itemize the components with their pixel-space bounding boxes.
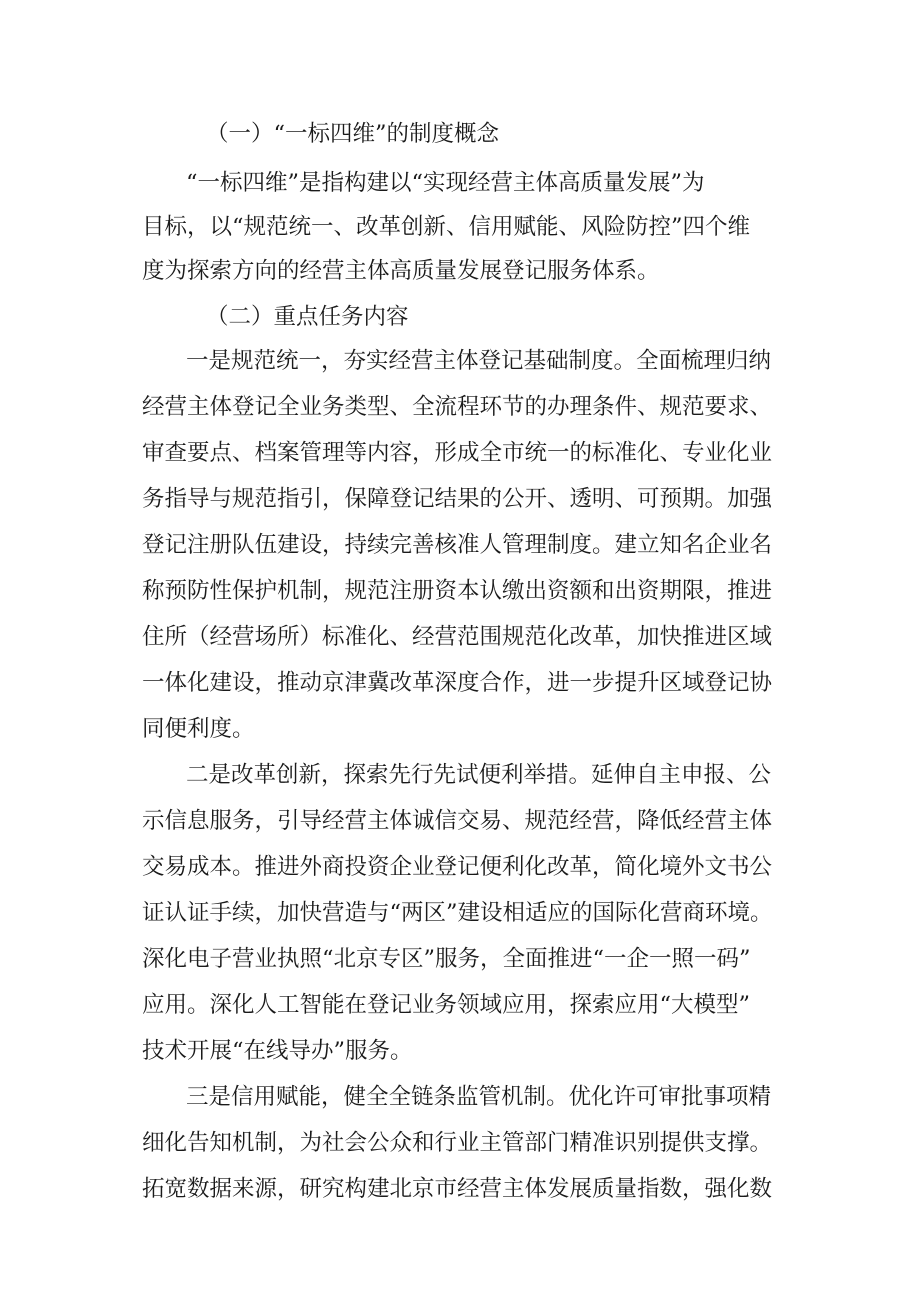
paragraph-line: 务指导与规范指引，保障登记结果的公开、透明、可预期。加强 <box>142 486 773 512</box>
paragraph-line: 深化电子营业执照“北京专区”服务，全面推进“一企一照一码” <box>142 946 751 972</box>
paragraph-line: “一标四维”是指构建以“实现经营主体高质量发展”为 <box>186 170 705 196</box>
paragraph-line: 二是改革创新，探索先行先试便利举措。延伸自主申报、公 <box>186 762 772 788</box>
paragraph-line: 示信息服务，引导经营主体诚信交易、规范经营，降低经营主体 <box>142 808 773 834</box>
paragraph-line: 一是规范统一，夯实经营主体登记基础制度。全面梳理归纳 <box>186 348 772 374</box>
paragraph-line: 细化告知机制，为社会公众和行业主管部门精准识别提供支撑。 <box>142 1130 773 1156</box>
paragraph-line: 目标，以“规范统一、改革创新、信用赋能、风险防控”四个维 <box>142 214 751 240</box>
paragraph-line: 三是信用赋能，健全全链条监管机制。优化许可审批事项精 <box>186 1084 772 1110</box>
paragraph-line: 经营主体登记全业务类型、全流程环节的办理条件、规范要求、 <box>142 394 773 420</box>
paragraph-line: 住所（经营场所）标准化、经营范围规范化改革，加快推进区域 <box>142 624 773 650</box>
paragraph-line: 审查要点、档案管理等内容，形成全市统一的标准化、专业化业 <box>142 440 773 466</box>
paragraph-line: 技术开展“在线导办”服务。 <box>142 1038 413 1064</box>
paragraph-line: 称预防性保护机制，规范注册资本认缴出资额和出资期限，推进 <box>142 578 773 604</box>
paragraph-line: 拓宽数据来源，研究构建北京市经营主体发展质量指数，强化数 <box>142 1176 773 1202</box>
paragraph-line: 度为探索方向的经营主体高质量发展登记服务体系。 <box>142 258 660 284</box>
paragraph-line: 一体化建设，推动京津冀改革深度合作，进一步提升区域登记协 <box>142 670 773 696</box>
section-heading-1: （一）“一标四维”的制度概念 <box>206 121 500 147</box>
paragraph-line: 登记注册队伍建设，持续完善核准人管理制度。建立知名企业名 <box>142 532 773 558</box>
section-heading-2: （二）重点任务内容 <box>206 304 409 330</box>
paragraph-line: 应用。深化人工智能在登记业务领域应用，探索应用“大模型” <box>142 992 751 1018</box>
paragraph-line: 交易成本。推进外商投资企业登记便利化改革，简化境外文书公 <box>142 854 773 880</box>
paragraph-line: 同便利度。 <box>142 716 255 742</box>
paragraph-line: 证认证手续，加快营造与“两区”建设相适应的国际化营商环境。 <box>142 900 773 926</box>
